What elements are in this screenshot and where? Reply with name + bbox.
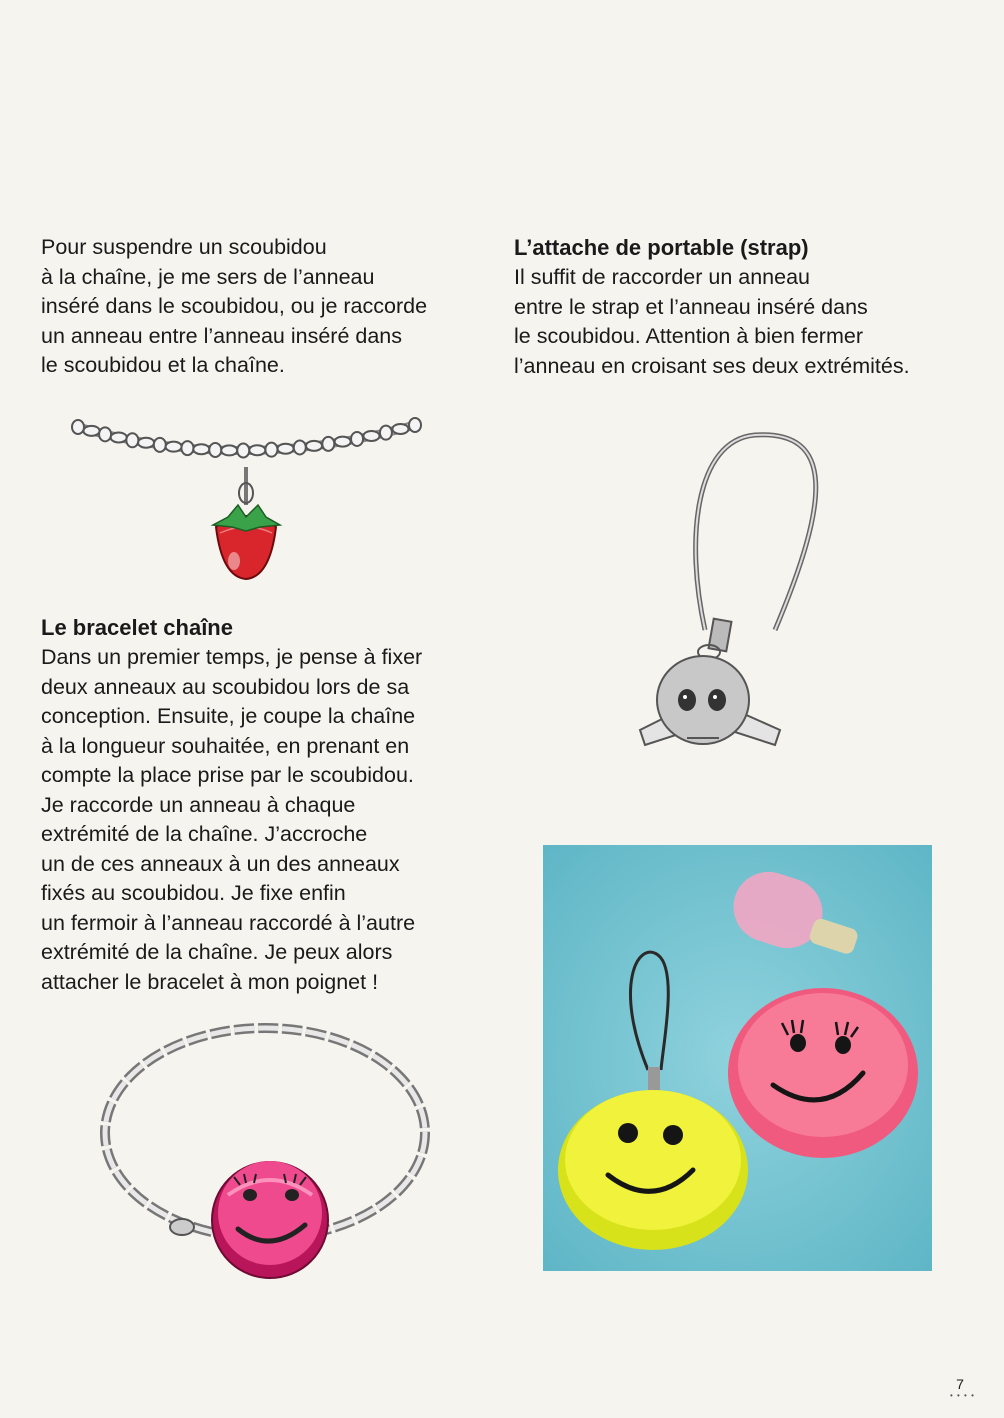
- strap-line: Il suffit de raccorder un anneau: [514, 265, 811, 289]
- smiley-scoubidou-photo: [543, 845, 932, 1271]
- chain-bracelet-smiley-illustration: [90, 1015, 440, 1295]
- bracelet-line: fixés au scoubidou. Je fixe enfin: [41, 881, 346, 905]
- bracelet-line: extrémité de la chaîne. Je peux alors: [41, 940, 393, 964]
- strap-line: le scoubidou. Attention à bien fermer: [514, 324, 863, 348]
- pink-smiley-icon: [212, 1161, 328, 1278]
- clasp-icon: [170, 1219, 194, 1235]
- intro-line: inséré dans le scoubidou, ou je raccorde: [41, 294, 428, 318]
- strap-line: l’anneau en croisant ses deux extrémités.: [514, 353, 910, 378]
- intro-line: le scoubidou et la chaîne.: [41, 353, 285, 377]
- phone-strap-skull-illustration: [625, 420, 845, 760]
- pink-smiley-photo-icon: [728, 988, 918, 1158]
- bracelet-line: à la longueur souhaitée, en prenant en: [41, 733, 410, 758]
- necklace-strawberry-illustration: [70, 405, 430, 590]
- strawberry-icon: [213, 467, 280, 579]
- bracelet-line: Je raccorde un anneau à chaque: [41, 792, 356, 817]
- strap-title: L’attache de portable (strap): [514, 235, 809, 260]
- intro-line: un anneau entre l’anneau inséré dans: [41, 323, 403, 348]
- skull-icon: [640, 656, 780, 745]
- yellow-smiley-icon: [558, 1090, 748, 1250]
- bracelet-line: extrémité de la chaîne. J’accroche: [41, 822, 368, 846]
- bracelet-line: Dans un premier temps, je pense à fixer: [41, 645, 423, 669]
- intro-line: à la chaîne, je me sers de l’anneau: [41, 264, 375, 289]
- bracelet-line: conception. Ensuite, je coupe la chaîne: [41, 704, 416, 728]
- page-number-dots: • • • •: [950, 1391, 975, 1400]
- bracelet-line: un de ces anneaux à un des anneaux: [41, 851, 400, 876]
- strap-line: entre le strap et l’anneau inséré dans: [514, 294, 868, 319]
- bracelet-title: Le bracelet chaîne: [41, 615, 233, 640]
- bracelet-line: attacher le bracelet à mon poignet !: [41, 969, 379, 994]
- intro-line: Pour suspendre un scoubidou: [41, 235, 327, 259]
- bracelet-line: compte la place prise par le scoubidou.: [41, 763, 414, 787]
- bracelet-line: deux anneaux au scoubidou lors de sa: [41, 674, 410, 699]
- intro-paragraph: [41, 233, 427, 381]
- bracelet-line: un fermoir à l’anneau raccordé à l’autre: [41, 910, 416, 935]
- strap-section: [514, 233, 910, 381]
- page-number: 7: [956, 1376, 964, 1392]
- bracelet-section: [41, 613, 422, 997]
